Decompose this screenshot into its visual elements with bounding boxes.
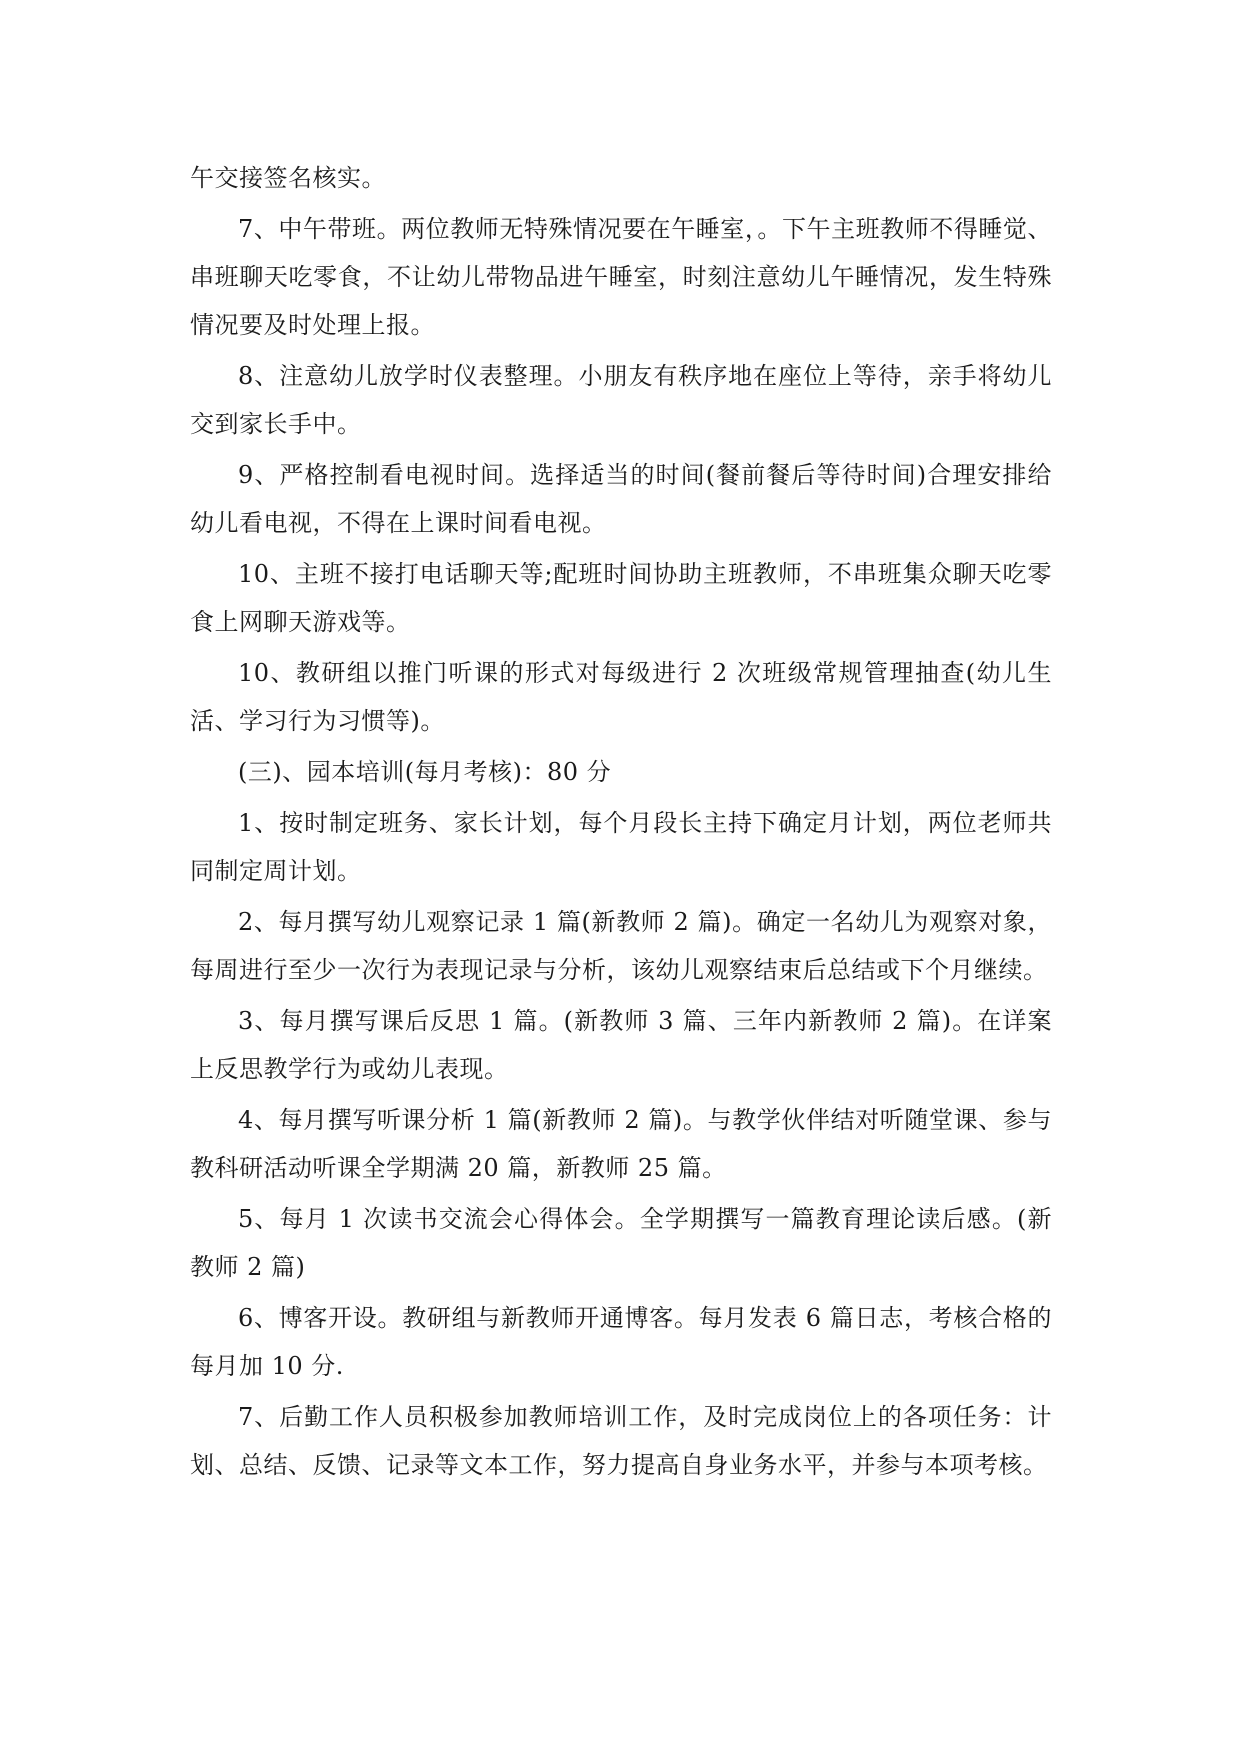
paragraph: 7、后勤工作人员积极参加教师培训工作，及时完成岗位上的各项任务：计划、总结、反馈、记录等文本工作，努力提高自身业务水平，并参与本项考核。 <box>190 1403 1052 1479</box>
paragraph: 4、每月撰写听课分析 1 篇(新教师 2 篇)。与教学伙伴结对听随堂课、参与教科研活动听课全学期满 20 篇，新教师 25 篇。 <box>190 1106 1052 1182</box>
paragraph: 5、每月 1 次读书交流会心得体会。全学期撰写一篇教育理论读后感。(新教师 2 篇) <box>190 1205 1052 1281</box>
paragraph: 10、主班不接打电话聊天等;配班时间协助主班教师，不串班集众聊天吃零食上网聊天游戏等。 <box>190 560 1052 636</box>
document-body <box>190 154 1052 1492</box>
section-heading: (三)、园本培训(每月考核)：80 分 <box>238 758 612 786</box>
paragraph: 10、教研组以推门听课的形式对每级进行 2 次班级常规管理抽查(幼儿生活、学习行为习惯等)。 <box>190 659 1052 735</box>
paragraph: 7、中午带班。两位教师无特殊情况要在午睡室，。下午主班教师不得睡觉、串班聊天吃零食，不让幼儿带物品进午睡室，时刻注意幼儿午睡情况，发生特殊情况要及时处理上报。 <box>190 215 1052 339</box>
paragraph: 2、每月撰写幼儿观察记录 1 篇(新教师 2 篇)。确定一名幼儿为观察对象，每周进行至少一次行为表现记录与分析，该幼儿观察结束后总结或下个月继续。 <box>190 908 1052 984</box>
paragraph: 6、博客开设。教研组与新教师开通博客。每月发表 6 篇日志，考核合格的每月加 10 分. <box>190 1304 1052 1380</box>
paragraph: 3、每月撰写课后反思 1 篇。(新教师 3 篇、三年内新教师 2 篇)。在详案上反思教学行为或幼儿表现。 <box>190 1007 1052 1083</box>
paragraph: 8、注意幼儿放学时仪表整理。小朋友有秩序地在座位上等待，亲手将幼儿交到家长手中。 <box>190 362 1052 438</box>
paragraph: 1、按时制定班务、家长计划，每个月段长主持下确定月计划，两位老师共同制定周计划。 <box>190 809 1052 885</box>
paragraph: 9、严格控制看电视时间。选择适当的时间(餐前餐后等待时间)合理安排给幼儿看电视，不得在上课时间看电视。 <box>190 461 1052 537</box>
paragraph: 午交接签名核实。 <box>190 164 386 192</box>
